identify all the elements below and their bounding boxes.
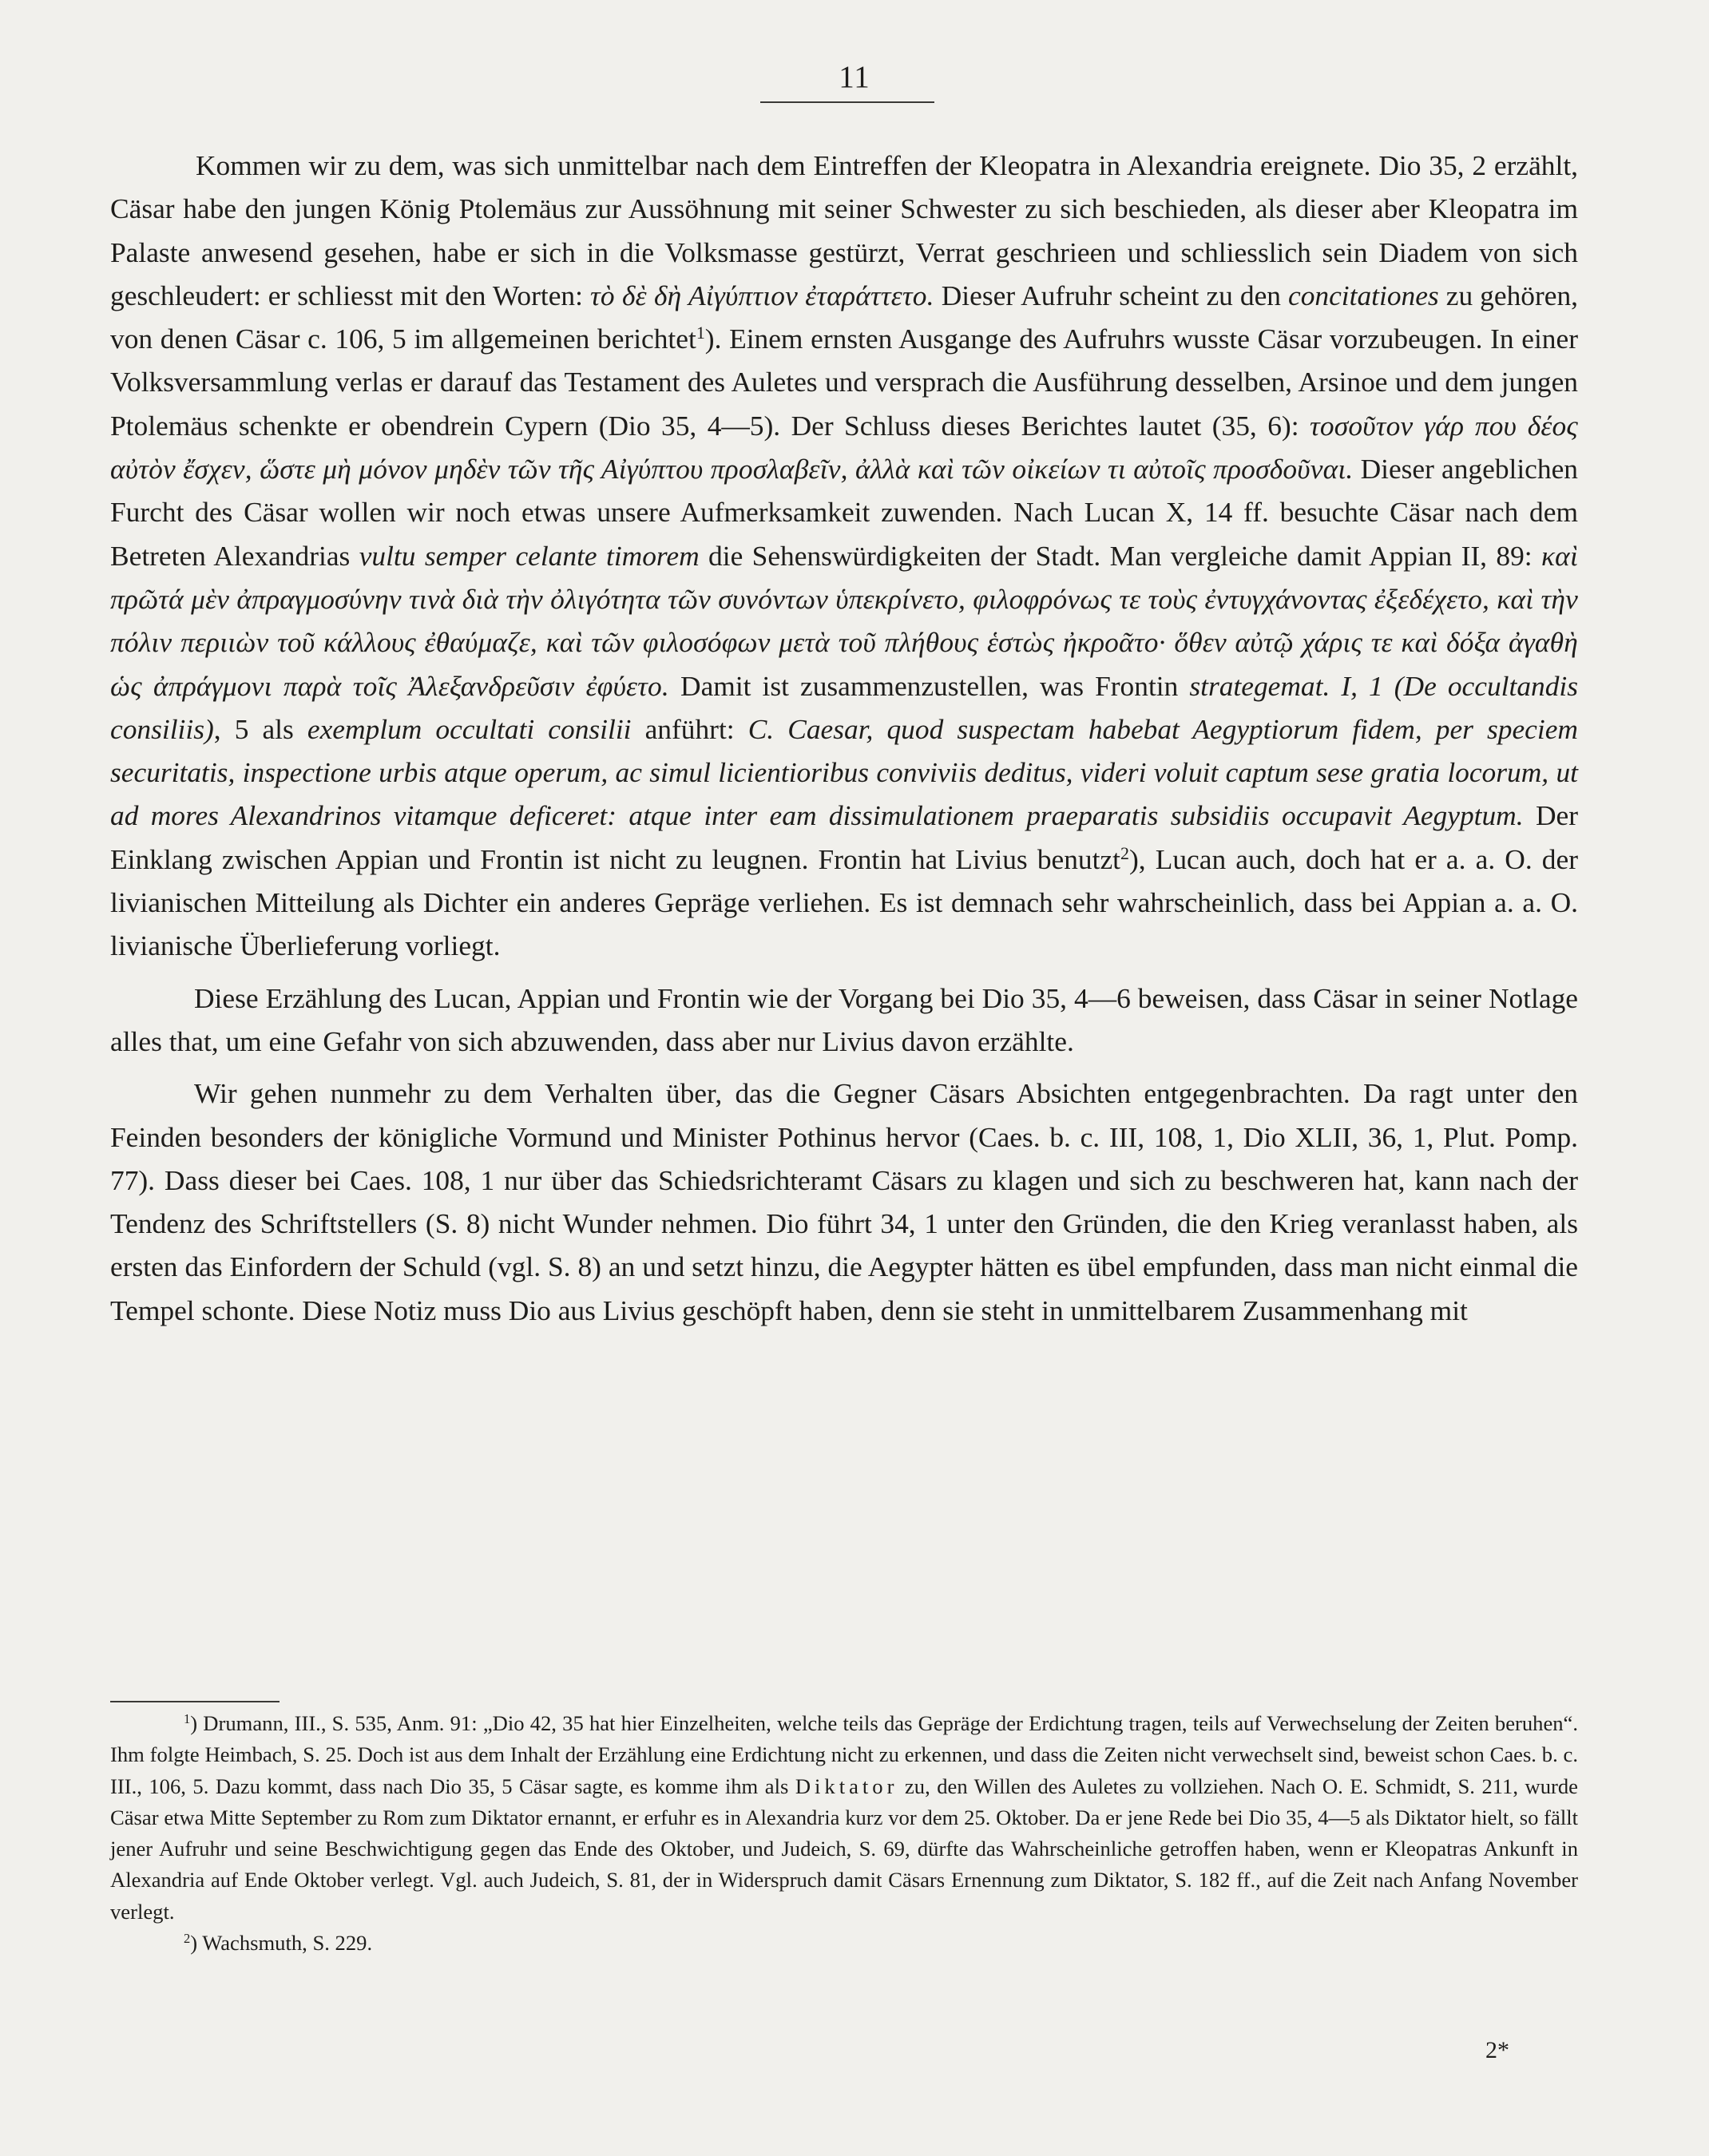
text-run: ), Lucan auch, doch hat er a. a. O. der livianischen Mitteilung als Dichter ein anderes Gepräge verliehen. Es ist demnach sehr wahrscheinlich, dass bei Appian a. a. O. livianische Überlieferung vorliegt. [110, 842, 1578, 962]
paragraph-2: Diese Erzählung des Lucan, Appian und Frontin wie der Vorgang bei Dio 35, 4—6 beweisen, dass Cäsar in seiner Notlage alles that, um eine Gefahr von sich abzuwenden, dass aber nur Livius davon erzählte. [110, 981, 1578, 1057]
text-run: ) Drumann, III., S. 535, Anm. 91: „Dio 42, 35 hat hier Einzelheiten, welche teils das Gepräge der Erdichtung tragen, teils auf Verwechselung der Zeiten beruhen“. Ihm folgte Heimbach, S. 25. Doch ist aus dem Inhalt der Erzählung eine Erdichtung nicht zu erkennen, und dass die Zeiten nicht verwechselt sind, beweist schon Caes. b. c. III., 106, 5. Dazu kommt, dass nach Dio 35, 5 Cäsar sagte, es komme ihm als [110, 1711, 1578, 1798]
greek-quote: τὸ δὲ δὴ Αἰγύπτιον ἐταράττετο. [589, 279, 934, 311]
main-text [110, 144, 1578, 1332]
text-run: Der Einklang zwischen Appian und Frontin ist nicht zu leugnen. Frontin hat Livius benutzt [110, 799, 1578, 875]
footnotes [110, 1708, 1578, 1959]
text-run: zu, den Willen des Auletes zu vollziehen. Nach O. E. Schmidt, S. 211, wurde Cäsar etwa Mitte September zu Rom zum Diktator ernannt, er erfuhr es in Alexandria kurz vor dem 25. Oktober. Da er jene Rede bei Dio 35, 4—5 als Diktator hielt, so fällt jener Aufruhr und seine Beschwichtigung gegen das Ende des Oktober, und Judeich, S. 69, dürfte das Wahrscheinliche getroffen haben, wenn er Kleopatras Ankunft in Alexandria auf Ende Oktober verlegt. Vgl. auch Judeich, S. 81, der in Widerspruch damit Cäsars Ernennung zum Diktator, S. 182 ff., auf die Zeit nach Anfang November verlegt. [110, 1774, 1578, 1924]
header-rule [760, 101, 934, 103]
sheet-signature: 2* [1485, 2037, 1509, 2063]
latin-term: exemplum occultati consilii [307, 712, 632, 745]
latin-quote: C. Caesar, quod suspectam habebat Aegyptiorum fidem, per speciem securitatis, inspectione urbis atque operum, ac simul licientioribus conviviis deditus, videri voluit captum sese gratia locorum, ut ad mores Alexandrinos vitamque deficeret: atque inter eam dissimulationem praeparatis subsidiis occupavit Aegyptum. [110, 712, 1578, 832]
text-run: Kommen wir zu dem, was sich unmittelbar nach dem Eintreffen der Kleopatra in Alexandria ereignete. Dio 35, 2 erzählt, Cäsar habe den jungen König Ptolemäus zur Aussöhnung mit seiner Schwester zu sich beschieden, als dieser aber Kleopatra im Palaste anwesend gesehen, habe er sich in die Volksmasse gestürzt, Verrat geschrieen und schliesslich sein Diadem von sich geschleudert: er schliesst mit den Worten: [110, 149, 1578, 311]
text-run: , 5 als [213, 712, 307, 745]
text-run: Damit ist zusammenzustellen, was Frontin [668, 669, 1190, 702]
footnote-1 [110, 1708, 1578, 1928]
footnote-ref-1: 1 [696, 323, 705, 343]
spaced-term: Diktator [795, 1774, 898, 1798]
footnote-mark: 2 [184, 1931, 191, 1947]
latin-quote: vultu semper celante timorem [359, 539, 700, 572]
footnote-rule [110, 1701, 280, 1702]
footnote-mark: 1 [184, 1710, 191, 1726]
text-run: ). Einem ernsten Ausgange des Aufruhrs wusste Cäsar vorzubeugen. In einer Volksversammlung verlas er darauf das Testament des Auletes und versprach die Ausführung desselben, Arsinoe und dem jungen Ptolemäus schenkte er obendrein Cypern (Dio 35, 4—5). Der Schluss dieses Berichtes lautet (35, 6): [110, 323, 1578, 442]
text-run: Dieser Aufruhr scheint zu den [934, 279, 1288, 311]
greek-quote: καὶ πρῶτά μὲν ἀπραγμοσύνην τινὰ διὰ τὴν ὀλιγότητα τῶν συνόντων ὑπεκρίνετο, φιλοφρόνως τε τοὺς ἐντυγχάνοντας ἐξεδέχετο, καὶ τὴν πόλιν περιιὼν τοῦ κάλλους ἐθαύμαζε, καὶ τῶν φιλοσόφων μετὰ τοῦ πλήθους ἑστὼς ἠκροᾶτο· ὅθεν αὐτῷ χάρις τε καὶ δόξα ἀγαθὴ ὡς ἀπράγμονι παρὰ τοῖς Ἀλεξανδρεῦσιν ἐφύετο. [110, 539, 1578, 702]
latin-title: strategemat. I, 1 (De occultandis consiliis) [110, 669, 1579, 745]
text-run: zu gehören, von denen Cäsar c. 106, 5 im allgemeinen berichtet [110, 279, 1578, 355]
page-number: 11 [839, 60, 870, 94]
text-run: ) Wachsmuth, S. 229. [190, 1931, 373, 1956]
text-run: anführt: [631, 712, 748, 745]
greek-quote: τοσοῦτον γάρ που δέος αὐτὸν ἔσχεν, ὥστε μὴ μόνον μηδὲν τῶν τῆς Αἰγύπτου προσλαβεῖν, ἀλλὰ καὶ τῶν οἰκείων τι αὐτοῖς προσδοῦναι. [110, 409, 1578, 485]
text-run: die Sehenswürdigkeiten der Stadt. Man vergleiche damit Appian II, 89: [699, 539, 1541, 572]
paragraph-3: Wir gehen nunmehr zu dem Verhalten über, das die Gegner Cäsars Absichten entgegenbrachten. Da ragt unter den Feinden besonders der königliche Vormund und Minister Pothinus hervor (Caes. b. c. III, 108, 1, Dio XLII, 36, 1, Plut. Pomp. 77). Dass dieser bei Caes. 108, 1 nur über das Schiedsrichteramt Cäsars zu klagen und sich zu beschweren hat, kann nach der Tendenz des Schriftstellers (S. 8) nicht Wunder nehmen. Dio führt 34, 1 unter den Gründen, die den Krieg veranlasst haben, als ersten das Einfordern der Schuld (vgl. S. 8) an und setzt hinzu, die Aegypter hätten es übel empfunden, dass man nicht einmal die Tempel schonte. Diese Notiz muss Dio aus Livius geschöpft haben, denn sie steht in unmittelbarem Zusammenhang mit [110, 1077, 1578, 1326]
latin-term: concitationes [1288, 279, 1439, 311]
text-run: Dieser angeblichen Furcht des Cäsar wollen wir noch etwas unsere Aufmerksamkeit zuwenden. Nach Lucan X, 14 ff. besuchte Cäsar nach dem Betreten Alexandrias [110, 453, 1578, 572]
footnote-ref-2: 2 [1120, 842, 1129, 863]
footnote-2 [110, 1928, 1578, 1959]
paragraph-1 [110, 144, 1578, 968]
